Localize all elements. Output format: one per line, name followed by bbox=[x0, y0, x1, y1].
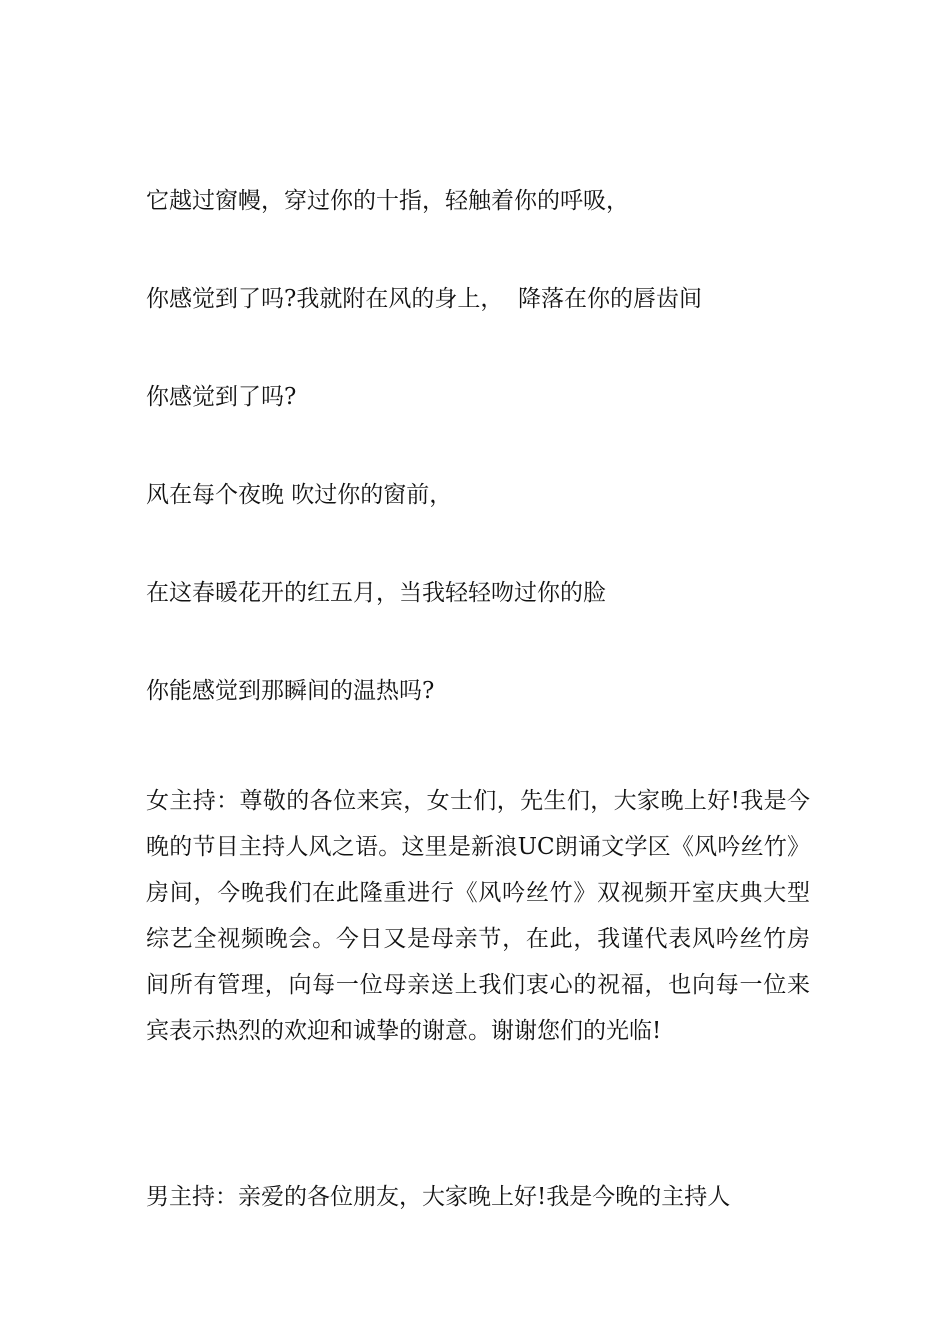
poem-line-2: 你感觉到了吗?我就附在风的身上， 降落在你的唇齿间 bbox=[146, 286, 702, 312]
poem-line-5: 在这春暖花开的红五月，当我轻轻吻过你的脸 bbox=[146, 580, 606, 606]
poem-line-1: 它越过窗幔，穿过你的十指，轻触着你的呼吸， bbox=[146, 188, 629, 214]
poem-line-3: 你感觉到了吗? bbox=[146, 384, 297, 410]
male-host-paragraph: 男主持：亲爱的各位朋友，大家晚上好!我是今晚的主持人 bbox=[146, 1184, 731, 1210]
female-host-paragraph: 女主持：尊敬的各位来宾，女士们，先生们，大家晚上好!我是今晚的节目主持人风之语。这里是新浪UC朗诵文学区《风吟丝竹》房间，今晚我们在此隆重进行《风吟丝竹》双视频开室庆典大型综艺全视频晚会。今日又是母亲节，在此，我谨代表风吟丝竹房间所有管理，向每一位母亲送上我们衷心的祝福，也向每一位来宾表示热烈的欢迎和诚挚的谢意。谢谢您们的光临! bbox=[146, 788, 810, 1044]
poem-line-6: 你能感觉到那瞬间的温热吗? bbox=[146, 678, 435, 704]
poem-line-4: 风在每个夜晚 吹过你的窗前， bbox=[146, 482, 453, 508]
